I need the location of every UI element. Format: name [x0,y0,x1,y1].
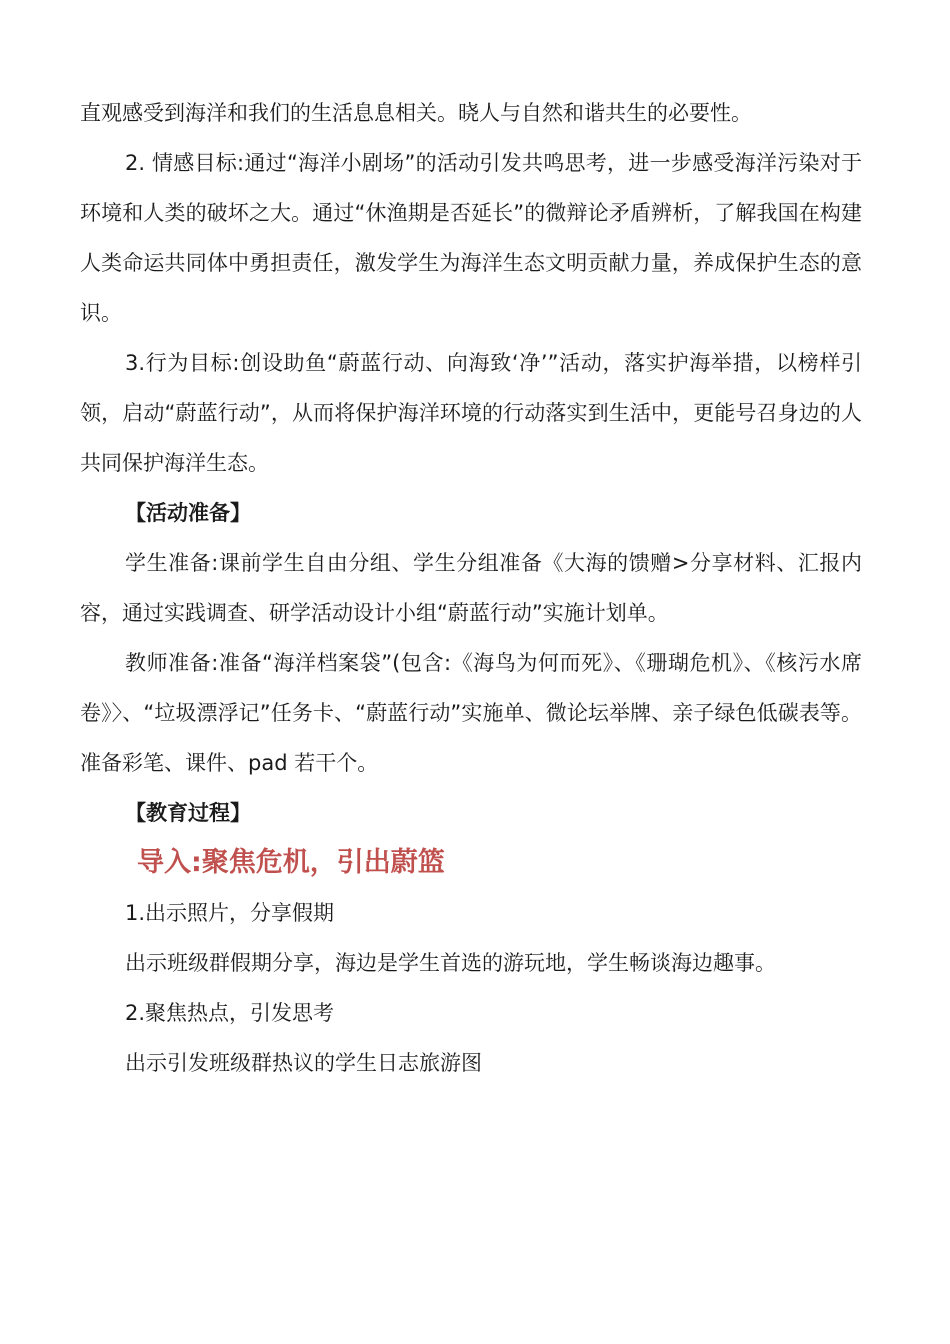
paragraph-cognitive-goal-end: 直观感受到海洋和我们的生活息息相关。晓人与自然和谐共生的必要性。 [80,101,752,125]
paragraph-behavior-goal: 3.行为目标:创设助鱼“蔚蓝行动、向海致‘净’”活动，落实护海举措，以榜样引领，启动“蔚蓝行动”，从而将保护海洋环境的行动落实到生活中，更能号召身边的人共同保护海洋生态。 [80,351,862,475]
paragraph-student-preparation: 学生准备:课前学生自由分组、学生分组准备《大海的馈赠>分享材料、汇报内容，通过实践调查、研学活动设计小组“蔚蓝行动”实施计划单。 [80,551,862,625]
step-heading-show-photos: 1.出示照片，分享假期 [125,901,335,925]
paragraph-teacher-preparation: 教师准备:准备“海洋档案袋”(包含:《海鸟为何而死》、《珊瑚危机》、《核污水席卷》〉、“垃圾漂浮记”任务卡、“蔚蓝行动”实施单、微论坛举牌、亲子绿色低碳表等。准备彩笔、课件、pad 若干个。 [80,651,862,775]
step-text-show-photos: 出示班级群假期分享，海边是学生首选的游玩地，学生畅谈海边趣事。 [125,951,776,975]
paragraph-emotional-goal: 2. 情感目标:通过“海洋小剧场”的活动引发共鸣思考，进一步感受海洋污染对于环境和人类的破坏之大。通过“休渔期是否延长”的微辩论矛盾辨析，了解我国在构建人类命运共同体中勇担责任，激发学生为海洋生态文明贡献力量，养成保护生态的意识。 [80,151,862,325]
step-text-focus-hotspot: 出示引发班级群热议的学生日志旅游图 [125,1051,482,1075]
step-heading-focus-hotspot: 2.聚焦热点，引发思考 [125,1001,335,1025]
section-heading-introduction: 导入:聚焦危机，引出蔚篮 [137,847,445,878]
section-heading-process: 【教育过程】 [125,801,251,825]
section-heading-preparation: 【活动准备】 [125,501,251,525]
document-body [80,88,862,1088]
